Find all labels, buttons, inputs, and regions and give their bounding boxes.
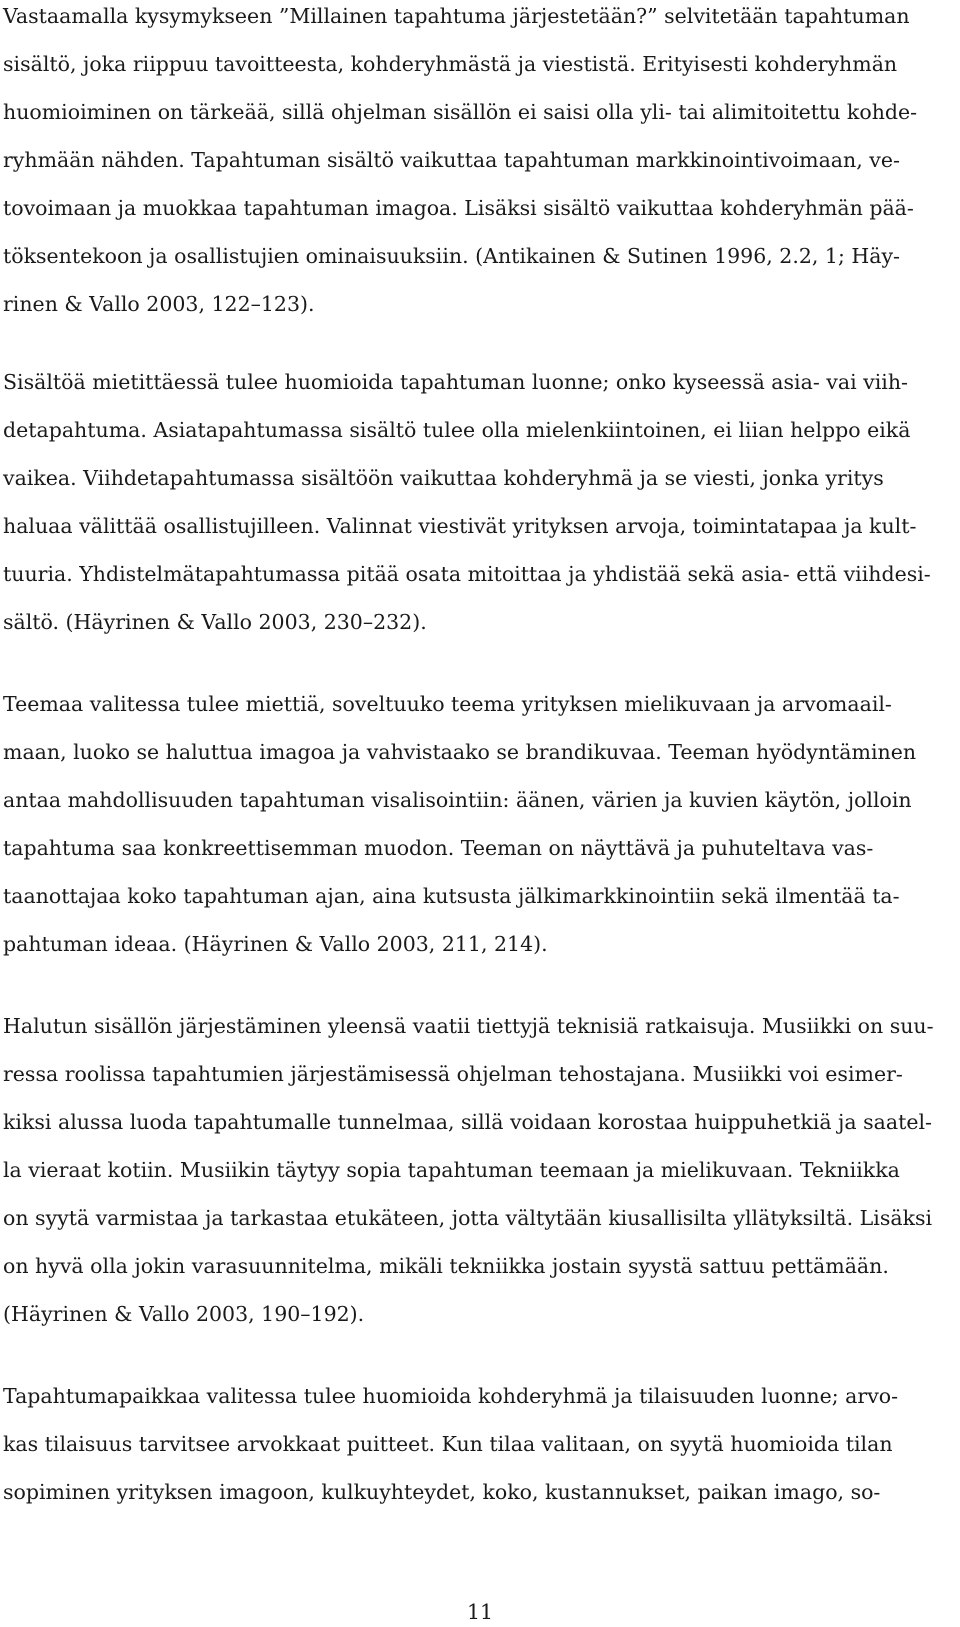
text-line: kas tilaisuus tarvitsee arvokkaat puitteet. Kun tilaa valitaan, on syytä huomioida tilan (3, 1432, 893, 1456)
paragraph-theme (3, 688, 916, 976)
text-line: la vieraat kotiin. Musiikin täytyy sopia tapahtuman teemaan ja mielikuvaan. Tekniikka (3, 1158, 900, 1182)
text-line: vaikea. Viihdetapahtumassa sisältöön vaikuttaa kohderyhmä ja se viesti, jonka yritys (3, 466, 884, 490)
text-line: Vastaamalla kysymykseen ”Millainen tapahtuma järjestetään?” selvitetään tapahtuman (3, 4, 910, 28)
text-line: haluaa välittää osallistujilleen. Valinnat viestivät yrityksen arvoja, toimintatapaa ja kult- (3, 514, 917, 538)
text-line: taanottajaa koko tapahtuman ajan, aina kutsusta jälkimarkkinointiin sekä ilmentää ta- (3, 884, 900, 908)
text-line: (Häyrinen & Vallo 2003, 190–192). (3, 1302, 365, 1326)
text-line: ryhmään nähden. Tapahtuman sisältö vaikuttaa tapahtuman markkinointivoimaan, ve- (3, 148, 900, 172)
text-line: on hyvä olla jokin varasuunnitelma, mikäli tekniikka jostain syystä sattuu pettämään. (3, 1254, 889, 1278)
text-line: sältö. (Häyrinen & Vallo 2003, 230–232). (3, 610, 427, 634)
text-line: sisältö, joka riippuu tavoitteesta, kohderyhmästä ja viestistä. Erityisesti kohderyhmän (3, 52, 898, 76)
paragraph-event-content (3, 0, 917, 336)
text-line: on syytä varmistaa ja tarkastaa etukäteen, jotta vältytään kiusallisilta yllätyksiltä. Lisäksi (3, 1206, 933, 1230)
text-line: sopiminen yrityksen imagoon, kulkuyhteydet, koko, kustannukset, paikan imago, so- (3, 1480, 881, 1504)
text-line: kiksi alussa luoda tapahtumalle tunnelmaa, sillä voidaan korostaa huippuhetkiä ja saatel- (3, 1110, 932, 1134)
text-line: detapahtuma. Asiatapahtumassa sisältö tulee olla mielenkiintoinen, ei liian helppo eikä (3, 418, 911, 442)
paragraph-venue (3, 1380, 898, 1524)
text-line: tovoimaan ja muokkaa tapahtuman imagoa. Lisäksi sisältö vaikuttaa kohderyhmän pää- (3, 196, 914, 220)
text-line: maan, luoko se haluttua imagoa ja vahvistaako se brandikuvaa. Teeman hyödyntäminen (3, 740, 917, 764)
text-line: antaa mahdollisuuden tapahtuman visalisointiin: äänen, värien ja kuvien käytön, jolloin (3, 788, 912, 812)
page-number: 11 (466, 1600, 494, 1624)
text-line: tapahtuma saa konkreettisemman muodon. Teeman on näyttävä ja puhuteltava vas- (3, 836, 874, 860)
text-line: Halutun sisällön järjestäminen yleensä vaatii tiettyjä teknisiä ratkaisuja. Musiikki on suu- (3, 1014, 934, 1038)
text-line: rinen & Vallo 2003, 122–123). (3, 292, 315, 316)
text-line: tuuria. Yhdistelmätapahtumassa pitää osata mitoittaa ja yhdistää sekä asia- että viihdesi- (3, 562, 931, 586)
text-line: pahtuman ideaa. (Häyrinen & Vallo 2003, 211, 214). (3, 932, 548, 956)
text-line: Sisältöä mietittäessä tulee huomioida tapahtuman luonne; onko kyseessä asia- vai viih- (3, 370, 908, 394)
text-line: huomioiminen on tärkeää, sillä ohjelman sisällön ei saisi olla yli- tai alimitoitettu kohde- (3, 100, 918, 124)
text-line: ressa roolissa tapahtumien järjestämisessä ohjelman tehostajana. Musiikki voi esimer- (3, 1062, 903, 1086)
text-line: Teemaa valitessa tulee miettiä, soveltuuko teema yrityksen mielikuvaan ja arvomaail- (3, 692, 892, 716)
paragraph-technical (3, 1010, 934, 1346)
paragraph-event-nature (3, 366, 931, 654)
text-line: Tapahtumapaikkaa valitessa tulee huomioida kohderyhmä ja tilaisuuden luonne; arvo- (3, 1384, 899, 1408)
text-line: töksentekoon ja osallistujien ominaisuuksiin. (Antikainen & Sutinen 1996, 2.2, 1; Häy- (3, 244, 900, 268)
